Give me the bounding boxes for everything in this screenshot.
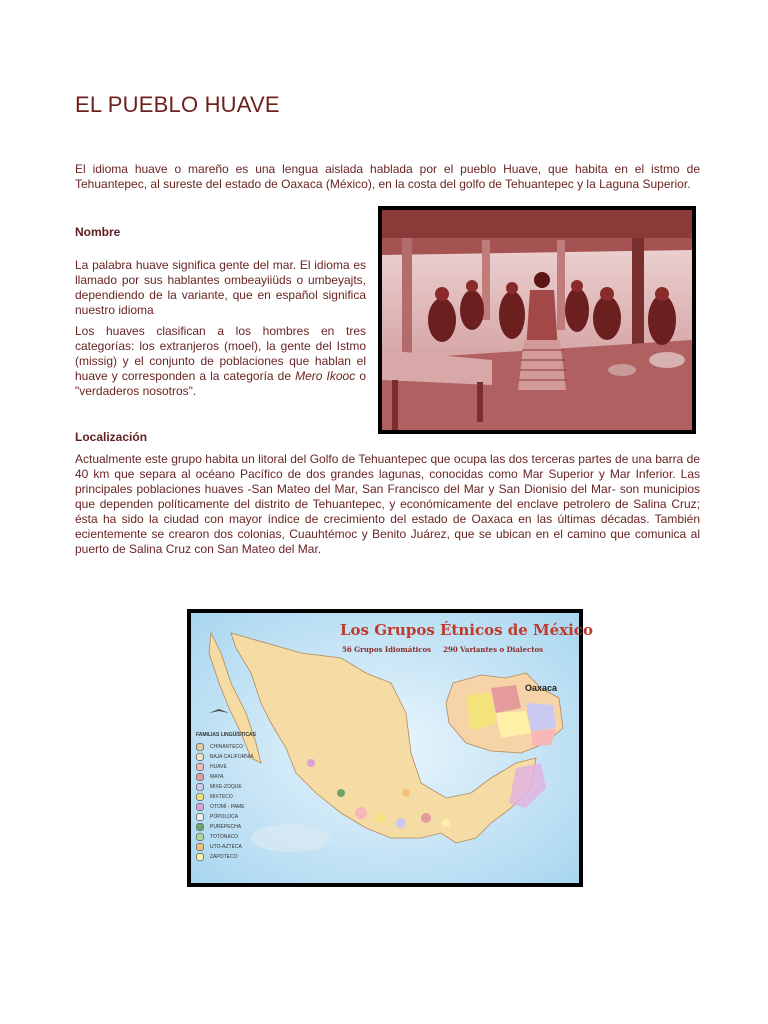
- legend-swatch: [196, 743, 204, 751]
- map-subtitle-variants: 290 Variantes o Dialectos: [443, 645, 544, 654]
- legend-label: UTO-AZTECA: [210, 844, 242, 850]
- legend-swatch: [196, 803, 204, 811]
- localizacion-heading: Localización: [75, 430, 148, 444]
- legend-swatch: [196, 833, 204, 841]
- legend-swatch: [196, 793, 204, 801]
- legend-swatch: [196, 813, 204, 821]
- legend-label: MAYA: [210, 774, 224, 780]
- legend-swatch: [196, 843, 204, 851]
- legend-item: [196, 842, 268, 852]
- legend-label: HUAVE: [210, 764, 227, 770]
- legend-swatch: [196, 753, 204, 761]
- nombre-p2-end: o "verdaderos nosotros".: [75, 369, 366, 398]
- legend-swatch: [196, 783, 204, 791]
- legend-label: PURÉPECHA: [210, 824, 242, 830]
- oaxaca-inset-label: Oaxaca: [525, 683, 558, 693]
- legend-item: [196, 742, 268, 752]
- intro-paragraph: El idioma huave o mareño es una lengua aislada hablada por el pueblo Huave, que habita en el istmo de Tehuantepec, al sureste del estado de Oaxaca (México), en la costa del golfo de Tehuantepec y la Laguna Superior.: [75, 162, 700, 191]
- legend-title: FAMILIAS LINGÜÍSTICAS: [196, 732, 256, 738]
- legend-label: TOTONACO: [210, 834, 239, 840]
- legend-item: [196, 802, 268, 812]
- legend-label: CHINANTECO: [210, 744, 244, 750]
- mero-ikooc-term: Mero Ikooc: [295, 369, 356, 383]
- nombre-paragraph-1: La palabra huave significa gente del mar. El idioma es llamado por sus hablantes ombeayiiüds o umbeyajts, dependiendo de la variante, que en español significa nuestro idioma: [75, 258, 366, 317]
- legend-item: [196, 752, 268, 762]
- legend-swatch: [196, 763, 204, 771]
- legend-item: [196, 762, 268, 772]
- legend-item: [196, 792, 268, 802]
- legend-label: MIXE-ZOQUE: [210, 784, 242, 790]
- legend-label: BAJA CALIFORNIA: [210, 754, 254, 760]
- legend-label: ZAPOTECO: [210, 854, 238, 860]
- map-title: Los Grupos Étnicos de México: [340, 621, 593, 639]
- legend-item: [196, 822, 268, 832]
- market-photo-image: [382, 210, 692, 430]
- legend-item: [196, 852, 268, 862]
- legend-swatch: [196, 773, 204, 781]
- nombre-heading: Nombre: [75, 225, 121, 239]
- map-legend: [196, 732, 268, 862]
- legend-label: OTOMÍ - PAME: [210, 804, 245, 810]
- legend-item: [196, 772, 268, 782]
- nombre-p2-text: Los huaves clasifican a los hombres en tres categorías: los extranjeros (moel), la gente del Istmo (missig) y el conjunto de poblaciones que hablan el huave y corresponden a la categoría de: [75, 324, 366, 383]
- legend-swatch: [196, 823, 204, 831]
- map-subtitle-groups: 56 Grupos Idiomáticos: [342, 645, 432, 654]
- market-photo: [378, 206, 696, 434]
- legend-item: [196, 832, 268, 842]
- map-subtitle: [342, 645, 555, 654]
- legend-label: POPOLOCA: [210, 814, 239, 820]
- legend-label: MIXTECO: [210, 794, 233, 800]
- legend-item: [196, 812, 268, 822]
- page-title: EL PUEBLO HUAVE: [75, 92, 280, 117]
- localizacion-paragraph: Actualmente este grupo habita un litoral del Golfo de Tehuantepec que ocupa las dos terceras partes de una barra de 40 km que separa al océano Pacífico de dos grandes lagunas, conocidas como Mar Superior y Mar Inferior. Las principales poblaciones huaves -San Mateo del Mar, San Francisco del Mar y San Dionisio del Mar- son municipios que dependen políticamente del distrito de Tehuantepec, y económicamente del enclave petrolero de Salina Cruz; ésta ha sido la ciudad con mayor índice de crecimiento del estado de Oaxaca en las últimas décadas. También ecientemente se crearon dos colonias, Cuauhtémoc y Benito Juárez, que se ubican en el camino que comunica al puerto de Salina Cruz con San Mateo del Mar.: [75, 452, 700, 556]
- legend-swatch: [196, 853, 204, 861]
- legend-item: [196, 782, 268, 792]
- nombre-paragraph-2: [75, 324, 366, 399]
